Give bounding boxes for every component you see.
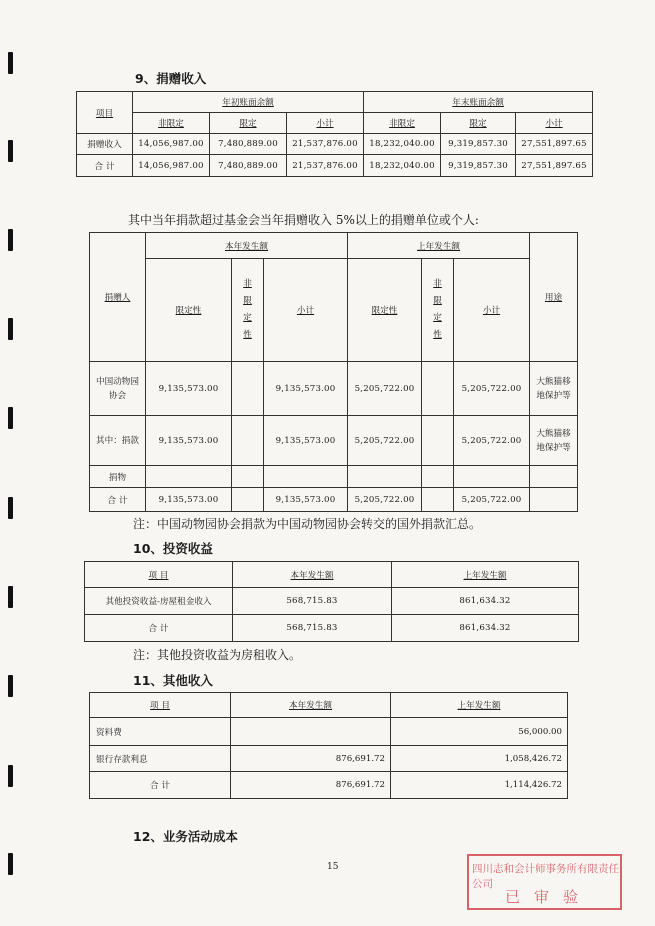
- cell-value: 1,114,426.72: [391, 772, 568, 799]
- header-subtotal: 小计: [287, 113, 364, 134]
- row-label: 其他投资收益-房屋租金收入: [85, 588, 233, 615]
- cell-value: [264, 466, 348, 488]
- header-restricted: 限定: [441, 113, 516, 134]
- cell-value: 5,205,722.00: [348, 416, 422, 466]
- header-subtotal: 小计: [454, 259, 530, 362]
- stamp-firm-name: 四川志和会计师事务所有限责任公司: [472, 863, 619, 890]
- header-opening-balance: 年初账面余额: [133, 92, 364, 113]
- row-label: 捐赠收入: [77, 134, 133, 155]
- cell-value: 21,537,876.00: [287, 134, 364, 155]
- purpose-text: 大熊猫移地保护等: [530, 362, 578, 416]
- other-income-table: [89, 692, 568, 799]
- donation-income-table: [76, 91, 593, 177]
- row-label: 合 计: [77, 155, 133, 177]
- binding-hole: [8, 497, 13, 519]
- row-label: 合 计: [90, 772, 231, 799]
- header-restricted: 限定: [210, 113, 287, 134]
- cell-value: [422, 466, 454, 488]
- header-current: 本年发生额: [233, 562, 392, 588]
- cell-value: 9,319,857.30: [441, 134, 516, 155]
- cell-value: 9,135,573.00: [264, 416, 348, 466]
- section-11-heading: 11、其他收入: [133, 673, 213, 688]
- binding-hole: [8, 52, 13, 74]
- header-closing-balance: 年末账面余额: [364, 92, 593, 113]
- table-row: [90, 362, 578, 416]
- cell-value: 861,634.32: [392, 588, 579, 615]
- section-10-heading: 10、投资收益: [133, 541, 213, 556]
- cell-value: [232, 416, 264, 466]
- header-unrestricted: 非限定: [364, 113, 441, 134]
- header-prior: 上年发生额: [392, 562, 579, 588]
- binding-hole: [8, 140, 13, 162]
- purpose-text: [530, 488, 578, 512]
- header-purpose: 用途: [530, 233, 578, 362]
- cell-value: [454, 466, 530, 488]
- cell-value: 568,715.83: [233, 588, 392, 615]
- cell-value: 18,232,040.00: [364, 155, 441, 177]
- binding-hole: [8, 586, 13, 608]
- table-row: [85, 588, 579, 615]
- cell-value: 861,634.32: [392, 615, 579, 642]
- section-9-heading: 9、捐赠收入: [135, 71, 207, 86]
- donors-intro: 其中当年捐款超过基金会当年捐赠收入 5%以上的捐赠单位或个人:: [128, 213, 479, 227]
- cell-value: 14,056,987.00: [133, 155, 210, 177]
- table-row: [77, 155, 593, 177]
- donor-name: 其中：捐款: [90, 416, 146, 466]
- cell-value: 9,135,573.00: [146, 488, 232, 512]
- cell-value: 9,135,573.00: [146, 362, 232, 416]
- cell-value: 9,135,573.00: [264, 488, 348, 512]
- cell-value: 7,480,889.00: [210, 134, 287, 155]
- cell-value: [422, 416, 454, 466]
- header-donor: 捐赠人: [90, 233, 146, 362]
- header-current: 本年发生额: [231, 693, 391, 718]
- cell-value: 568,715.83: [233, 615, 392, 642]
- header-restricted: 限定性: [348, 259, 422, 362]
- binding-hole: [8, 318, 13, 340]
- donors-note: 注：中国动物园协会捐款为中国动物园协会转交的国外捐款汇总。: [133, 517, 482, 531]
- cell-value: 9,135,573.00: [264, 362, 348, 416]
- table-row: [90, 466, 578, 488]
- cell-value: 1,058,426.72: [391, 746, 568, 772]
- binding-hole: [8, 675, 13, 697]
- donor-name: 合 计: [90, 488, 146, 512]
- cell-value: [232, 488, 264, 512]
- page-number: 15: [327, 862, 339, 872]
- header-unrestricted-label: 非限定性: [243, 279, 252, 340]
- table-row: [77, 134, 593, 155]
- header-prior-year: 上年发生额: [348, 233, 530, 259]
- header-subtotal: 小计: [264, 259, 348, 362]
- cell-value: 27,551,897.65: [516, 155, 593, 177]
- cell-value: 18,232,040.00: [364, 134, 441, 155]
- header-prior: 上年发生额: [391, 693, 568, 718]
- cell-value: 876,691.72: [231, 746, 391, 772]
- cell-value: [422, 488, 454, 512]
- header-current-year: 本年发生额: [146, 233, 348, 259]
- row-label: 合 计: [85, 615, 233, 642]
- cell-value: 5,205,722.00: [348, 362, 422, 416]
- row-label: 资料费: [90, 718, 231, 746]
- header-unrestricted: 非限定: [133, 113, 210, 134]
- binding-hole: [8, 853, 13, 875]
- investment-income-table: [84, 561, 579, 642]
- donor-name: 捐物: [90, 466, 146, 488]
- binding-hole: [8, 765, 13, 787]
- header-unrestricted: [232, 259, 264, 362]
- header-item: 项 目: [85, 562, 233, 588]
- cell-value: [146, 466, 232, 488]
- cell-value: 14,056,987.00: [133, 134, 210, 155]
- header-unrestricted-label: 非限定性: [433, 279, 442, 340]
- cell-value: 7,480,889.00: [210, 155, 287, 177]
- header-restricted: 限定性: [146, 259, 232, 362]
- audit-stamp: [467, 854, 622, 910]
- section-12-heading: 12、业务活动成本: [133, 829, 238, 844]
- cell-value: 5,205,722.00: [348, 488, 422, 512]
- purpose-text: [530, 466, 578, 488]
- donor-name: 中国动物园协会: [90, 362, 146, 416]
- header-item: 项目: [77, 92, 133, 134]
- table-row: [85, 615, 579, 642]
- cell-value: 21,537,876.00: [287, 155, 364, 177]
- table-row: [90, 488, 578, 512]
- table-row: [90, 746, 568, 772]
- cell-value: [232, 466, 264, 488]
- stamp-status: 已审验: [505, 888, 593, 906]
- cell-value: 5,205,722.00: [454, 416, 530, 466]
- cell-value: 9,319,857.30: [441, 155, 516, 177]
- cell-value: [232, 362, 264, 416]
- binding-hole: [8, 407, 13, 429]
- header-item: 项 目: [90, 693, 231, 718]
- cell-value: 9,135,573.00: [146, 416, 232, 466]
- binding-hole: [8, 229, 13, 251]
- cell-value: 27,551,897.65: [516, 134, 593, 155]
- cell-value: 5,205,722.00: [454, 362, 530, 416]
- cell-value: [422, 362, 454, 416]
- table-row: [90, 718, 568, 746]
- table-row: [90, 772, 568, 799]
- header-unrestricted: [422, 259, 454, 362]
- major-donors-table: [89, 232, 578, 512]
- cell-value: [348, 466, 422, 488]
- investment-note: 注：其他投资收益为房租收入。: [133, 648, 302, 662]
- cell-value: [231, 718, 391, 746]
- row-label: 银行存款利息: [90, 746, 231, 772]
- cell-value: 56,000.00: [391, 718, 568, 746]
- table-row: [90, 416, 578, 466]
- purpose-text: 大熊猫移地保护等: [530, 416, 578, 466]
- cell-value: 876,691.72: [231, 772, 391, 799]
- header-subtotal: 小计: [516, 113, 593, 134]
- cell-value: 5,205,722.00: [454, 488, 530, 512]
